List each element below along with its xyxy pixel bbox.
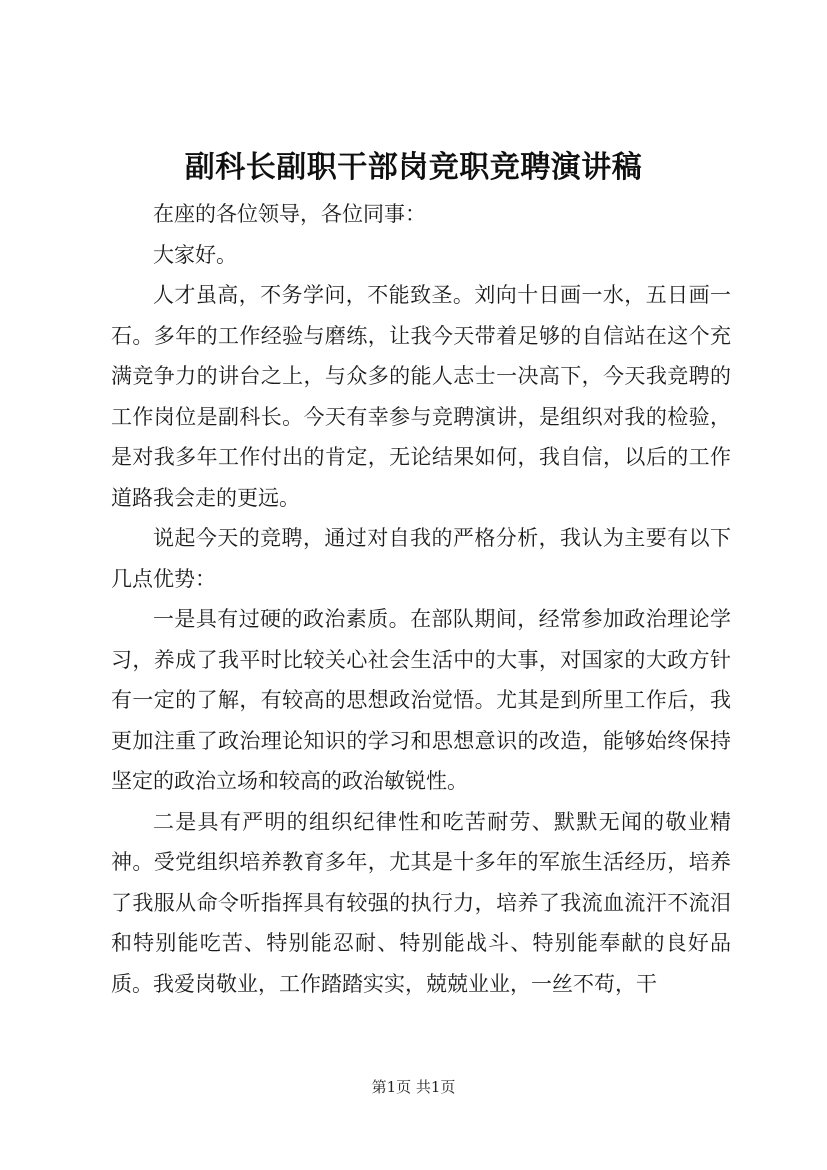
paragraph-advantage-political: 一是具有过硬的政治素质。在部队期间，经常参加政治理论学习，养成了我平时比较关心社会生活中的大事，对国家的大政方针有一定的了解，有较高的思想政治觉悟。尤其是到所里工作后，我更加注重了政治理论知识的学习和思想意识的改造，能够始终保持坚定的政治立场和较高的政治敏锐性。: [111, 607, 731, 793]
paragraph-greeting: 大家好。: [153, 242, 237, 267]
paragraph-introduction: 人才虽高，不务学问，不能致圣。刘向十日画一水，五日画一石。多年的工作经验与磨练，让我今天带着足够的自信站在这个充满竞争力的讲台之上，与众多的能人志士一决高下，今天我竞聘的工作岗位是副科长。今天有幸参与竞聘演讲，是组织对我的检验，是对我多年工作付出的肯定，无论结果如何，我自信，以后的工作道路我会走的更远。: [111, 283, 731, 510]
paragraph-salutation: 在座的各位领导，各位同事：: [153, 202, 426, 226]
paragraph-advantages-intro: 说起今天的竞聘，通过对自我的严格分析，我认为主要有以下几点优势：: [111, 526, 731, 591]
page-footer: 第1页 共1页: [371, 1078, 456, 1096]
document-body: [111, 194, 731, 1004]
paragraph-advantage-discipline: 二是具有严明的组织纪律性和吃苦耐劳、默默无闻的敬业精神。受党组织培养教育多年，尤其是十多年的军旅生活经历，培养了我服从命令听指挥具有较强的执行力，培养了我流血流汗不流泪和特别能吃苦、特别能忍耐、特别能战斗、特别能奉献的良好品质。我爱岗敬业，工作踏踏实实，兢兢业业，一丝不苟，干: [111, 809, 731, 996]
document-title: 副科长副职干部岗竞职竞聘演讲稿: [184, 150, 643, 185]
